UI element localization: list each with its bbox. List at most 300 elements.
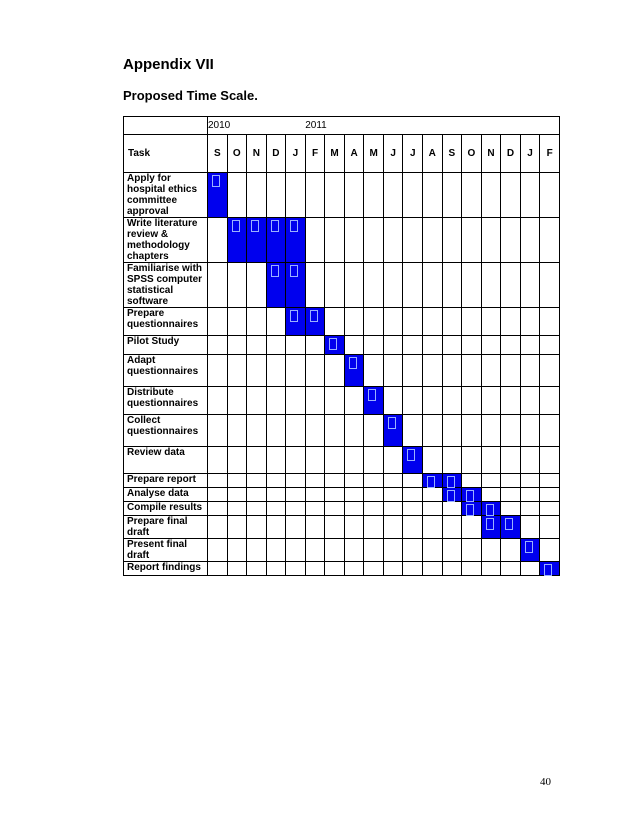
schedule-cell bbox=[266, 502, 286, 516]
schedule-cell bbox=[266, 387, 286, 415]
gantt-chart-table bbox=[123, 116, 560, 576]
task-row bbox=[124, 263, 560, 308]
year-header-row bbox=[124, 117, 560, 135]
schedule-cell bbox=[227, 502, 247, 516]
schedule-cell-active bbox=[423, 474, 443, 488]
schedule-cell bbox=[247, 516, 267, 539]
schedule-cell bbox=[364, 218, 384, 263]
schedule-cell bbox=[383, 308, 403, 336]
schedule-cell bbox=[520, 308, 540, 336]
schedule-cell bbox=[247, 415, 267, 447]
schedule-cell bbox=[462, 263, 482, 308]
schedule-cell bbox=[364, 308, 384, 336]
month-header: S bbox=[208, 135, 228, 173]
schedule-cell bbox=[208, 488, 228, 502]
schedule-cell bbox=[305, 516, 325, 539]
task-row bbox=[124, 173, 560, 218]
schedule-cell bbox=[208, 218, 228, 263]
schedule-cell bbox=[364, 355, 384, 387]
schedule-cell bbox=[247, 447, 267, 474]
schedule-cell bbox=[344, 218, 364, 263]
schedule-cell bbox=[520, 218, 540, 263]
schedule-cell bbox=[383, 173, 403, 218]
schedule-cell bbox=[227, 447, 247, 474]
schedule-cell bbox=[540, 539, 560, 562]
schedule-cell bbox=[540, 447, 560, 474]
schedule-cell bbox=[344, 539, 364, 562]
task-label: Apply for hospital ethics committee approval bbox=[124, 173, 208, 218]
schedule-cell bbox=[423, 218, 443, 263]
schedule-cell bbox=[325, 263, 345, 308]
schedule-cell bbox=[442, 173, 462, 218]
task-label: Analyse data bbox=[124, 488, 208, 502]
schedule-cell bbox=[266, 539, 286, 562]
schedule-cell bbox=[403, 474, 423, 488]
schedule-cell bbox=[344, 474, 364, 488]
schedule-cell-active bbox=[227, 218, 247, 263]
schedule-cell bbox=[520, 336, 540, 355]
schedule-cell bbox=[247, 173, 267, 218]
schedule-cell bbox=[247, 308, 267, 336]
schedule-cell bbox=[383, 539, 403, 562]
month-header: M bbox=[325, 135, 345, 173]
schedule-cell bbox=[208, 539, 228, 562]
schedule-cell bbox=[520, 488, 540, 502]
schedule-cell bbox=[227, 355, 247, 387]
schedule-cell bbox=[305, 355, 325, 387]
schedule-cell bbox=[423, 539, 443, 562]
schedule-cell-active bbox=[462, 488, 482, 502]
schedule-cell bbox=[286, 474, 306, 488]
schedule-cell bbox=[442, 562, 462, 576]
schedule-cell bbox=[364, 447, 384, 474]
schedule-cell bbox=[344, 173, 364, 218]
task-row bbox=[124, 502, 560, 516]
schedule-cell bbox=[227, 308, 247, 336]
schedule-cell bbox=[462, 218, 482, 263]
schedule-cell-active bbox=[520, 539, 540, 562]
schedule-cell bbox=[266, 173, 286, 218]
schedule-cell bbox=[462, 474, 482, 488]
month-header: A bbox=[344, 135, 364, 173]
task-label: Prepare questionnaires bbox=[124, 308, 208, 336]
task-label: Familiarise with SPSS computer statistical software bbox=[124, 263, 208, 308]
schedule-cell bbox=[227, 387, 247, 415]
schedule-cell bbox=[364, 474, 384, 488]
year-2011-label: 2011 bbox=[305, 117, 559, 135]
task-row bbox=[124, 447, 560, 474]
schedule-cell bbox=[247, 539, 267, 562]
task-row bbox=[124, 474, 560, 488]
schedule-cell bbox=[540, 336, 560, 355]
schedule-cell bbox=[520, 173, 540, 218]
schedule-cell bbox=[383, 474, 403, 488]
schedule-cell bbox=[208, 336, 228, 355]
schedule-cell bbox=[344, 336, 364, 355]
schedule-cell bbox=[266, 474, 286, 488]
schedule-cell bbox=[325, 539, 345, 562]
schedule-cell-active bbox=[208, 173, 228, 218]
task-label: Distribute questionnaires bbox=[124, 387, 208, 415]
schedule-cell-active bbox=[286, 308, 306, 336]
schedule-cell bbox=[462, 355, 482, 387]
schedule-cell bbox=[286, 355, 306, 387]
schedule-cell-active bbox=[266, 263, 286, 308]
schedule-cell bbox=[481, 308, 501, 336]
month-header: J bbox=[403, 135, 423, 173]
schedule-cell bbox=[266, 415, 286, 447]
schedule-cell bbox=[364, 502, 384, 516]
schedule-cell bbox=[423, 263, 443, 308]
schedule-cell bbox=[305, 387, 325, 415]
schedule-cell bbox=[325, 387, 345, 415]
task-label: Review data bbox=[124, 447, 208, 474]
page-number: 40 bbox=[540, 776, 551, 788]
schedule-cell bbox=[344, 516, 364, 539]
schedule-cell bbox=[501, 218, 521, 263]
schedule-cell bbox=[501, 488, 521, 502]
schedule-cell bbox=[423, 173, 443, 218]
schedule-cell bbox=[247, 387, 267, 415]
schedule-cell bbox=[481, 447, 501, 474]
schedule-cell-active bbox=[442, 488, 462, 502]
schedule-cell bbox=[423, 447, 443, 474]
schedule-cell bbox=[383, 387, 403, 415]
month-header: N bbox=[247, 135, 267, 173]
schedule-cell bbox=[227, 562, 247, 576]
schedule-cell bbox=[208, 387, 228, 415]
schedule-cell bbox=[305, 173, 325, 218]
schedule-cell bbox=[344, 263, 364, 308]
schedule-cell bbox=[501, 173, 521, 218]
task-label: Collect questionnaires bbox=[124, 415, 208, 447]
schedule-cell bbox=[364, 516, 384, 539]
schedule-cell bbox=[540, 502, 560, 516]
schedule-cell bbox=[227, 336, 247, 355]
schedule-cell bbox=[540, 387, 560, 415]
year-2010-label: 2010 bbox=[208, 117, 306, 135]
schedule-cell bbox=[325, 474, 345, 488]
schedule-cell bbox=[286, 387, 306, 415]
schedule-cell bbox=[344, 488, 364, 502]
schedule-cell bbox=[403, 387, 423, 415]
task-row bbox=[124, 308, 560, 336]
schedule-cell bbox=[247, 355, 267, 387]
schedule-cell-active bbox=[344, 355, 364, 387]
schedule-cell bbox=[442, 336, 462, 355]
schedule-cell bbox=[481, 474, 501, 488]
schedule-cell bbox=[540, 173, 560, 218]
schedule-cell bbox=[442, 263, 462, 308]
schedule-cell bbox=[208, 502, 228, 516]
task-row bbox=[124, 539, 560, 562]
month-header: O bbox=[462, 135, 482, 173]
schedule-cell bbox=[305, 562, 325, 576]
schedule-cell bbox=[266, 336, 286, 355]
schedule-cell bbox=[227, 488, 247, 502]
month-header: J bbox=[520, 135, 540, 173]
schedule-cell bbox=[462, 516, 482, 539]
task-label: Present final draft bbox=[124, 539, 208, 562]
schedule-cell bbox=[266, 516, 286, 539]
schedule-cell bbox=[305, 447, 325, 474]
schedule-cell bbox=[325, 355, 345, 387]
month-header: J bbox=[383, 135, 403, 173]
schedule-cell bbox=[442, 218, 462, 263]
month-header: J bbox=[286, 135, 306, 173]
schedule-cell bbox=[442, 415, 462, 447]
schedule-cell bbox=[423, 502, 443, 516]
schedule-cell-active bbox=[325, 336, 345, 355]
schedule-cell bbox=[247, 488, 267, 502]
month-header: D bbox=[501, 135, 521, 173]
schedule-cell-active bbox=[266, 218, 286, 263]
schedule-cell bbox=[501, 474, 521, 488]
schedule-cell bbox=[208, 516, 228, 539]
schedule-cell bbox=[501, 539, 521, 562]
schedule-cell bbox=[423, 308, 443, 336]
schedule-cell bbox=[344, 502, 364, 516]
schedule-cell bbox=[540, 415, 560, 447]
schedule-cell bbox=[540, 218, 560, 263]
schedule-cell bbox=[286, 502, 306, 516]
schedule-cell bbox=[286, 447, 306, 474]
schedule-cell bbox=[501, 336, 521, 355]
schedule-cell bbox=[266, 308, 286, 336]
schedule-cell bbox=[423, 415, 443, 447]
month-header: N bbox=[481, 135, 501, 173]
schedule-cell bbox=[481, 218, 501, 263]
schedule-cell bbox=[520, 387, 540, 415]
task-label: Report findings bbox=[124, 562, 208, 576]
schedule-cell-active bbox=[442, 474, 462, 488]
schedule-cell bbox=[403, 488, 423, 502]
schedule-cell-active bbox=[481, 502, 501, 516]
schedule-cell bbox=[364, 263, 384, 308]
month-header: A bbox=[423, 135, 443, 173]
schedule-cell bbox=[501, 415, 521, 447]
schedule-cell bbox=[364, 173, 384, 218]
schedule-cell bbox=[305, 488, 325, 502]
schedule-cell bbox=[403, 539, 423, 562]
schedule-cell bbox=[501, 562, 521, 576]
schedule-cell-active bbox=[501, 516, 521, 539]
schedule-cell bbox=[501, 387, 521, 415]
schedule-cell bbox=[208, 474, 228, 488]
schedule-cell bbox=[423, 336, 443, 355]
schedule-cell bbox=[520, 562, 540, 576]
schedule-cell bbox=[481, 336, 501, 355]
schedule-cell bbox=[520, 263, 540, 308]
schedule-cell bbox=[383, 218, 403, 263]
schedule-cell bbox=[403, 516, 423, 539]
schedule-cell bbox=[227, 173, 247, 218]
schedule-cell bbox=[481, 263, 501, 308]
schedule-cell-active bbox=[403, 447, 423, 474]
year-header-blank bbox=[124, 117, 208, 135]
month-header: F bbox=[305, 135, 325, 173]
schedule-cell-active bbox=[305, 308, 325, 336]
schedule-cell bbox=[520, 447, 540, 474]
appendix-title: Appendix VII bbox=[123, 56, 214, 73]
schedule-cell bbox=[481, 355, 501, 387]
schedule-cell bbox=[383, 355, 403, 387]
schedule-cell bbox=[540, 516, 560, 539]
schedule-cell bbox=[383, 488, 403, 502]
schedule-cell bbox=[481, 415, 501, 447]
schedule-cell bbox=[286, 516, 306, 539]
schedule-cell bbox=[442, 387, 462, 415]
schedule-cell bbox=[344, 387, 364, 415]
month-header: S bbox=[442, 135, 462, 173]
schedule-cell bbox=[286, 562, 306, 576]
schedule-cell bbox=[247, 502, 267, 516]
task-row bbox=[124, 387, 560, 415]
schedule-cell bbox=[442, 516, 462, 539]
schedule-cell bbox=[344, 308, 364, 336]
schedule-cell bbox=[325, 562, 345, 576]
schedule-cell bbox=[520, 415, 540, 447]
schedule-cell bbox=[266, 488, 286, 502]
task-row bbox=[124, 562, 560, 576]
schedule-cell bbox=[540, 488, 560, 502]
task-row bbox=[124, 355, 560, 387]
month-header-row bbox=[124, 135, 560, 173]
schedule-cell bbox=[266, 447, 286, 474]
schedule-cell bbox=[462, 336, 482, 355]
task-label: Adapt questionnaires bbox=[124, 355, 208, 387]
schedule-cell bbox=[364, 488, 384, 502]
task-label: Write literature review & methodology chapters bbox=[124, 218, 208, 263]
schedule-cell bbox=[325, 173, 345, 218]
schedule-cell bbox=[208, 447, 228, 474]
schedule-cell bbox=[403, 218, 423, 263]
schedule-cell bbox=[462, 308, 482, 336]
schedule-cell bbox=[403, 562, 423, 576]
schedule-cell bbox=[383, 516, 403, 539]
schedule-cell-active bbox=[462, 502, 482, 516]
task-column-header: Task bbox=[124, 135, 208, 173]
schedule-cell-active bbox=[286, 263, 306, 308]
schedule-cell bbox=[501, 263, 521, 308]
schedule-cell bbox=[423, 355, 443, 387]
schedule-cell bbox=[520, 355, 540, 387]
schedule-cell bbox=[462, 173, 482, 218]
schedule-cell-active bbox=[364, 387, 384, 415]
schedule-cell bbox=[481, 488, 501, 502]
schedule-cell bbox=[383, 502, 403, 516]
schedule-cell bbox=[266, 355, 286, 387]
schedule-cell bbox=[423, 516, 443, 539]
month-header: M bbox=[364, 135, 384, 173]
schedule-cell bbox=[344, 415, 364, 447]
section-subtitle: Proposed Time Scale. bbox=[123, 88, 258, 103]
schedule-cell bbox=[247, 336, 267, 355]
task-rows bbox=[124, 173, 560, 576]
schedule-cell bbox=[403, 336, 423, 355]
task-row bbox=[124, 516, 560, 539]
schedule-cell bbox=[227, 415, 247, 447]
schedule-cell bbox=[540, 474, 560, 488]
schedule-cell bbox=[481, 562, 501, 576]
schedule-cell bbox=[364, 562, 384, 576]
schedule-cell-active bbox=[540, 562, 560, 576]
schedule-cell bbox=[344, 447, 364, 474]
schedule-cell bbox=[442, 308, 462, 336]
task-label: Prepare final draft bbox=[124, 516, 208, 539]
schedule-cell bbox=[501, 355, 521, 387]
schedule-cell bbox=[540, 308, 560, 336]
schedule-cell bbox=[305, 336, 325, 355]
schedule-cell bbox=[423, 562, 443, 576]
schedule-cell bbox=[383, 447, 403, 474]
schedule-cell bbox=[286, 415, 306, 447]
schedule-cell bbox=[305, 539, 325, 562]
schedule-cell bbox=[501, 447, 521, 474]
schedule-cell bbox=[462, 447, 482, 474]
schedule-cell bbox=[462, 539, 482, 562]
schedule-cell bbox=[462, 415, 482, 447]
schedule-cell bbox=[305, 474, 325, 488]
task-row bbox=[124, 415, 560, 447]
schedule-cell bbox=[208, 562, 228, 576]
schedule-cell bbox=[383, 562, 403, 576]
schedule-cell bbox=[403, 308, 423, 336]
task-row bbox=[124, 336, 560, 355]
schedule-cell bbox=[481, 387, 501, 415]
schedule-cell bbox=[442, 355, 462, 387]
schedule-cell bbox=[540, 355, 560, 387]
schedule-cell bbox=[286, 336, 306, 355]
schedule-cell bbox=[227, 474, 247, 488]
schedule-cell bbox=[403, 502, 423, 516]
task-label: Prepare report bbox=[124, 474, 208, 488]
schedule-cell bbox=[462, 562, 482, 576]
schedule-cell bbox=[423, 387, 443, 415]
schedule-cell bbox=[442, 539, 462, 562]
schedule-cell bbox=[325, 218, 345, 263]
schedule-cell bbox=[442, 502, 462, 516]
schedule-cell-active bbox=[286, 218, 306, 263]
schedule-cell bbox=[364, 336, 384, 355]
schedule-cell bbox=[325, 502, 345, 516]
month-header: O bbox=[227, 135, 247, 173]
schedule-cell bbox=[305, 218, 325, 263]
schedule-cell bbox=[403, 173, 423, 218]
schedule-cell-active bbox=[247, 218, 267, 263]
schedule-cell bbox=[208, 308, 228, 336]
schedule-cell bbox=[227, 516, 247, 539]
task-row bbox=[124, 218, 560, 263]
schedule-cell bbox=[364, 539, 384, 562]
task-label: Compile results bbox=[124, 502, 208, 516]
schedule-cell bbox=[383, 336, 403, 355]
schedule-cell bbox=[501, 308, 521, 336]
schedule-cell bbox=[364, 415, 384, 447]
schedule-cell-active bbox=[481, 516, 501, 539]
schedule-cell bbox=[481, 173, 501, 218]
schedule-cell bbox=[247, 263, 267, 308]
month-header: D bbox=[266, 135, 286, 173]
schedule-cell bbox=[247, 562, 267, 576]
schedule-cell bbox=[462, 387, 482, 415]
schedule-cell bbox=[481, 539, 501, 562]
schedule-cell bbox=[325, 415, 345, 447]
task-label: Pilot Study bbox=[124, 336, 208, 355]
schedule-cell-active bbox=[383, 415, 403, 447]
schedule-cell bbox=[501, 502, 521, 516]
schedule-cell bbox=[266, 562, 286, 576]
